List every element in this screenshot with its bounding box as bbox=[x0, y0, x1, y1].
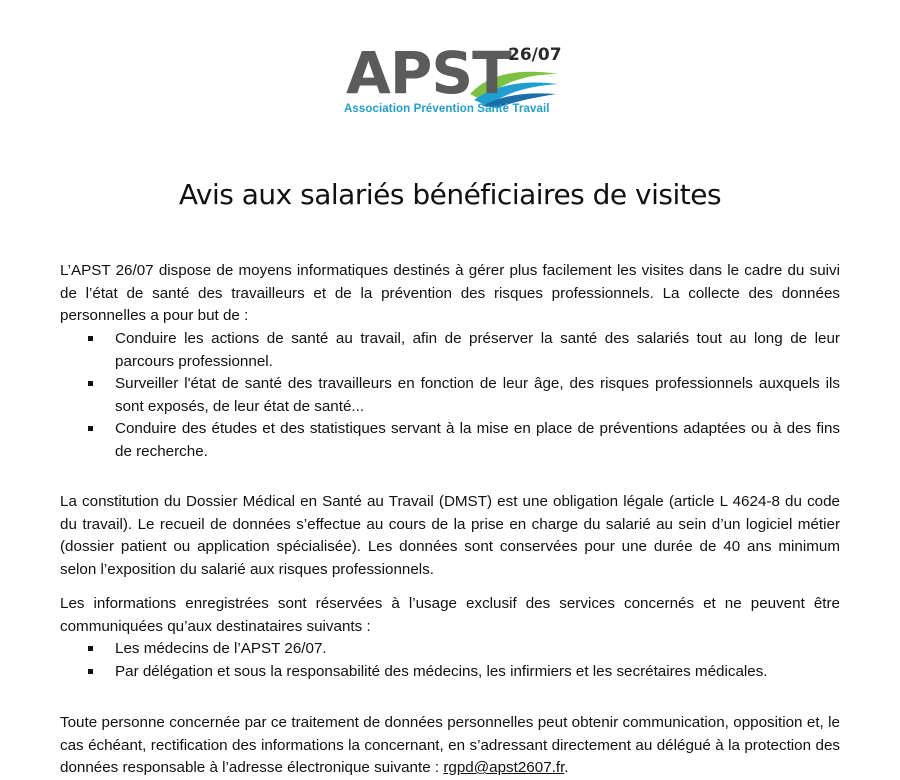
intro-paragraph: L’APST 26/07 dispose de moyens informatiques destinés à gérer plus facilement les visites dans le cadre du suivi de l’état de santé des travailleurs et de la prévention des risques professionnels. La collecte des données personnelles a pour but de : bbox=[60, 262, 840, 324]
list-item bbox=[60, 418, 840, 463]
rights-text: Toute personne concernée par ce traitement de données personnelles peut obtenir communication, opposition et, le cas échéant, rectification des informations la concernant, en s’adressant directement au délégué à la protection des données responsable à l’adresse électronique suivante : bbox=[60, 714, 840, 776]
dpo-email-link[interactable]: rgpd@apst2607.fr bbox=[443, 759, 565, 776]
apst-logo bbox=[338, 39, 568, 122]
logo-wordmark: APST bbox=[346, 39, 511, 107]
list-item-text: Surveiller l'état de santé des travailleurs en fonction de leur âge, des risques professionnels auxquels ils sont exposés, de leur état de santé... bbox=[115, 375, 840, 415]
recipients-list bbox=[60, 638, 840, 683]
list-item-text: Conduire des études et des statistiques servant à la mise en place de préventions adaptées ou à des fins de recherche. bbox=[115, 420, 840, 460]
bullet-icon bbox=[88, 336, 93, 341]
list-item-text: Conduire les actions de santé au travail, afin de préserver la santé des salariés tout au long de leur parcours professionnel. bbox=[115, 330, 840, 370]
purposes-list bbox=[60, 328, 840, 463]
logo-number: 26/07 bbox=[508, 45, 562, 65]
list-item bbox=[60, 661, 840, 684]
list-item-text: Les médecins de l’APST 26/07. bbox=[115, 640, 327, 657]
list-item-text: Par délégation et sous la responsabilité des médecins, les infirmiers et les secrétaires médicales. bbox=[115, 662, 768, 680]
recipients-intro: Les informations enregistrées sont réservées à l’usage exclusif des services concernés et ne peuvent être communiquées qu’aux destinataires suivants : bbox=[60, 595, 840, 635]
list-item bbox=[60, 328, 840, 373]
page-title: Avis aux salariés bénéficiaires de visites bbox=[178, 178, 722, 211]
bullet-icon bbox=[88, 669, 93, 674]
list-item bbox=[60, 373, 840, 418]
bullet-icon bbox=[88, 646, 93, 651]
logo-subtitle: Association Prévention Santé Travail bbox=[344, 103, 550, 115]
rights-paragraph bbox=[60, 712, 840, 780]
dmst-paragraph: La constitution du Dossier Médical en Santé au Travail (DMST) est une obligation légale (article L 4624-8 du code du travail). Le recueil de données s’effectue au cours de la prise en charge du salarié au sein d’un logiciel métier (dossier patient ou application spécialisée). Les données sont conservées pour une durée de 40 ans minimum selon l’exposition du salarié aux risques professionnels. bbox=[60, 493, 840, 578]
bullet-icon bbox=[88, 381, 93, 386]
rights-end: . bbox=[564, 759, 569, 776]
bullet-icon bbox=[88, 426, 93, 431]
list-item bbox=[60, 638, 840, 661]
